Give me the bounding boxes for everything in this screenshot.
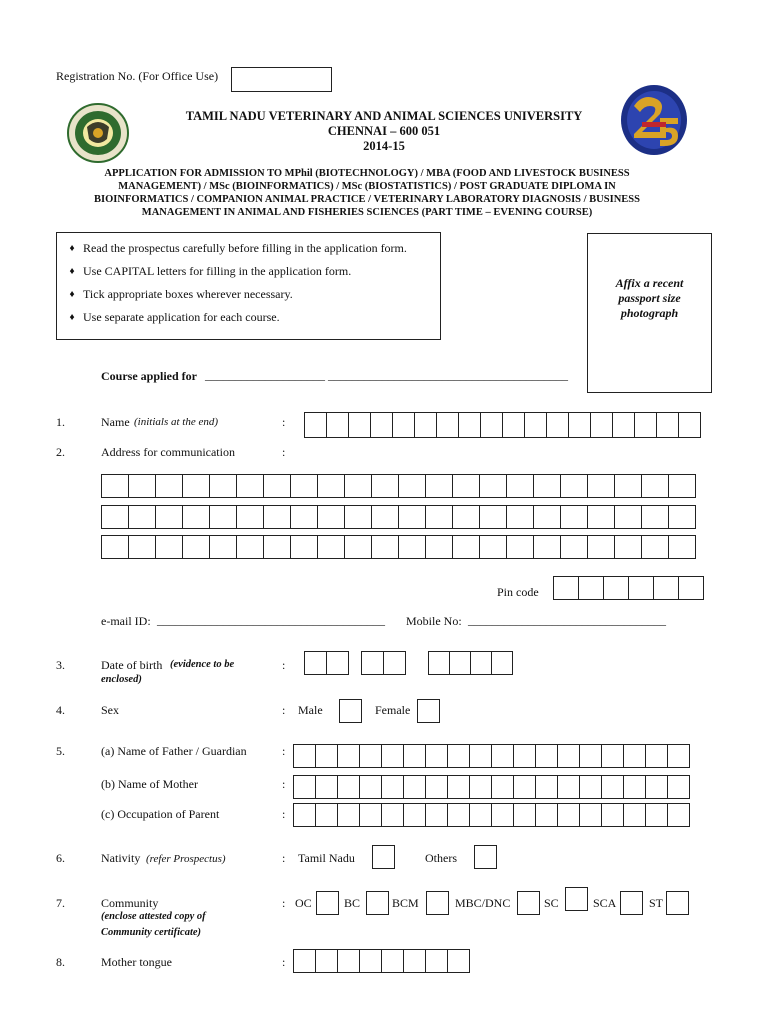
dob-hint: enclosed): [101, 674, 142, 685]
character-cell[interactable]: [317, 474, 345, 498]
colon: :: [282, 851, 286, 865]
character-cell[interactable]: [263, 505, 291, 529]
dob-hint: (evidence to be: [170, 659, 235, 670]
character-cell[interactable]: [348, 412, 371, 438]
character-cell[interactable]: [371, 505, 399, 529]
community-bc-label: BC: [344, 896, 361, 910]
character-cell[interactable]: [315, 803, 338, 827]
character-cell[interactable]: [370, 412, 393, 438]
character-cell[interactable]: [182, 505, 210, 529]
community-st-label: ST: [649, 896, 664, 910]
character-cell[interactable]: [479, 535, 507, 559]
address-line-2-cells[interactable]: [101, 505, 696, 529]
character-cell[interactable]: [614, 474, 642, 498]
character-cell[interactable]: [209, 474, 237, 498]
character-cell[interactable]: [491, 775, 514, 799]
character-cell[interactable]: [425, 803, 448, 827]
instruction-item: ♦ Read the prospectus carefully before filling in the application form.: [61, 237, 436, 260]
diamond-bullet-icon: ♦: [69, 289, 75, 300]
name-input-cells[interactable]: [304, 412, 701, 438]
character-cell[interactable]: [101, 505, 129, 529]
character-cell[interactable]: [579, 803, 602, 827]
character-cell[interactable]: [623, 744, 646, 768]
community-mbc-label: MBC/DNC: [455, 896, 511, 910]
character-cell[interactable]: [603, 576, 629, 600]
character-cell[interactable]: [506, 505, 534, 529]
character-cell[interactable]: [601, 803, 624, 827]
character-cell[interactable]: [449, 651, 471, 675]
character-cell[interactable]: [668, 505, 696, 529]
character-cell[interactable]: [398, 505, 426, 529]
sex-label: Sex: [101, 703, 119, 717]
character-cell[interactable]: [578, 576, 604, 600]
course-blank[interactable]: ____________________ ________________________________________: [205, 368, 568, 382]
character-cell[interactable]: [560, 535, 588, 559]
character-cell[interactable]: [425, 744, 448, 768]
university-name: TAMIL NADU VETERINARY AND ANIMAL SCIENCES UNIVERSITY: [185, 109, 583, 123]
application-title-line: MANAGEMENT) / MSc (BIOINFORMATICS) / MSc (BIOSTATISTICS) / POST GRADUATE DIPLOMA IN: [118, 181, 616, 192]
character-cell[interactable]: [668, 535, 696, 559]
character-cell[interactable]: [128, 474, 156, 498]
character-cell[interactable]: [557, 744, 580, 768]
character-cell[interactable]: [535, 803, 558, 827]
character-cell[interactable]: [587, 474, 615, 498]
registration-number-box[interactable]: [231, 67, 332, 92]
character-cell[interactable]: [452, 474, 480, 498]
character-cell[interactable]: [361, 651, 384, 675]
photo-instruction: Affix a recent passport size photograph: [615, 276, 684, 320]
character-cell[interactable]: [337, 949, 360, 973]
character-cell[interactable]: [290, 474, 318, 498]
nativity-others-label: Others: [425, 851, 457, 865]
character-cell[interactable]: [155, 505, 183, 529]
character-cell[interactable]: [209, 535, 237, 559]
father-name-label: (a) Name of Father / Guardian: [101, 744, 247, 758]
character-cell[interactable]: [337, 803, 360, 827]
character-cell[interactable]: [579, 744, 602, 768]
character-cell[interactable]: [678, 576, 704, 600]
mobile-blank[interactable]: _________________________________: [468, 613, 666, 627]
application-title-line: MANAGEMENT IN ANIMAL AND FISHERIES SCIENCES (PART TIME – EVENING COURSE): [141, 207, 593, 218]
character-cell[interactable]: [425, 474, 453, 498]
community-sca-label: SCA: [593, 896, 617, 910]
character-cell[interactable]: [479, 505, 507, 529]
instruction-item: ♦ Use CAPITAL letters for filling in the application form.: [61, 260, 436, 283]
character-cell[interactable]: [641, 505, 669, 529]
academic-year: 2014-15: [363, 139, 405, 153]
character-cell[interactable]: [656, 412, 679, 438]
character-cell[interactable]: [344, 535, 372, 559]
parent-occupation-cells[interactable]: [293, 803, 690, 827]
colon: :: [282, 896, 286, 910]
dob-month-cells[interactable]: [361, 651, 406, 675]
mother-name-label: (b) Name of Mother: [101, 777, 198, 791]
diamond-bullet-icon: ♦: [69, 312, 75, 323]
community-mbc-checkbox[interactable]: [517, 891, 540, 915]
character-cell[interactable]: [614, 535, 642, 559]
character-cell[interactable]: [587, 505, 615, 529]
name-hint: (initials at the end): [134, 416, 219, 428]
address-label: Address for communication: [101, 445, 235, 459]
character-cell[interactable]: [469, 775, 492, 799]
character-cell[interactable]: [533, 505, 561, 529]
colon: :: [282, 703, 286, 717]
character-cell[interactable]: [101, 535, 129, 559]
character-cell[interactable]: [579, 775, 602, 799]
field-number: 6.: [56, 851, 65, 865]
character-cell[interactable]: [425, 535, 453, 559]
field-number: 2.: [56, 445, 65, 459]
character-cell[interactable]: [398, 474, 426, 498]
registration-label: Registration No. (For Office Use): [56, 69, 219, 83]
sex-female-checkbox[interactable]: [417, 699, 440, 723]
mother-tongue-label: Mother tongue: [101, 955, 172, 969]
character-cell[interactable]: [668, 474, 696, 498]
email-blank[interactable]: ______________________________________: [157, 613, 385, 627]
mother-tongue-cells[interactable]: [293, 949, 470, 973]
character-cell[interactable]: [236, 505, 264, 529]
character-cell[interactable]: [447, 744, 470, 768]
email-label: e-mail ID:: [101, 614, 151, 628]
community-bcm-label: BCM: [392, 896, 419, 910]
character-cell[interactable]: [667, 775, 690, 799]
character-cell[interactable]: [645, 803, 668, 827]
colon: :: [282, 955, 286, 969]
character-cell[interactable]: [524, 412, 547, 438]
character-cell[interactable]: [290, 505, 318, 529]
colon: :: [282, 777, 286, 791]
character-cell[interactable]: [371, 535, 399, 559]
community-st-checkbox[interactable]: [666, 891, 689, 915]
character-cell[interactable]: [641, 474, 669, 498]
address-line-1-cells[interactable]: [101, 474, 696, 498]
character-cell[interactable]: [447, 803, 470, 827]
community-oc-checkbox[interactable]: [316, 891, 339, 915]
address-line-3-cells[interactable]: [101, 535, 696, 559]
character-cell[interactable]: [293, 744, 316, 768]
character-cell[interactable]: [469, 744, 492, 768]
character-cell[interactable]: [667, 803, 690, 827]
community-hint: (enclose attested copy of: [101, 911, 206, 922]
instruction-item: ♦ Tick appropriate boxes wherever necessary.: [61, 283, 436, 306]
character-cell[interactable]: [392, 412, 415, 438]
character-cell[interactable]: [568, 412, 591, 438]
character-cell[interactable]: [425, 505, 453, 529]
pin-code-cells[interactable]: [553, 576, 704, 600]
character-cell[interactable]: [645, 744, 668, 768]
character-cell[interactable]: [128, 535, 156, 559]
diamond-bullet-icon: ♦: [69, 266, 75, 277]
mother-name-cells[interactable]: [293, 775, 690, 799]
character-cell[interactable]: [359, 775, 382, 799]
community-sc-label: SC: [544, 896, 559, 910]
character-cell[interactable]: [403, 803, 426, 827]
community-sc-checkbox[interactable]: [565, 887, 588, 911]
character-cell[interactable]: [182, 474, 210, 498]
character-cell[interactable]: [403, 775, 426, 799]
community-label: Community: [101, 896, 159, 910]
character-cell[interactable]: [601, 744, 624, 768]
character-cell[interactable]: [236, 474, 264, 498]
character-cell[interactable]: [612, 412, 635, 438]
pin-code-label: Pin code: [497, 585, 539, 599]
dob-day-cells[interactable]: [304, 651, 349, 675]
character-cell[interactable]: [506, 474, 534, 498]
character-cell[interactable]: [506, 535, 534, 559]
character-cell[interactable]: [678, 412, 701, 438]
character-cell[interactable]: [398, 535, 426, 559]
character-cell[interactable]: [337, 744, 360, 768]
character-cell[interactable]: [290, 535, 318, 559]
character-cell[interactable]: [381, 775, 404, 799]
character-cell[interactable]: [293, 949, 316, 973]
colon: :: [282, 807, 286, 821]
character-cell[interactable]: [535, 775, 558, 799]
character-cell[interactable]: [293, 803, 316, 827]
parent-occupation-label: (c) Occupation of Parent: [101, 807, 220, 821]
nativity-tamil-nadu-checkbox[interactable]: [372, 845, 395, 869]
colon: :: [282, 415, 286, 429]
character-cell[interactable]: [371, 474, 399, 498]
character-cell[interactable]: [155, 474, 183, 498]
character-cell[interactable]: [326, 412, 349, 438]
nativity-label: Nativity: [101, 851, 141, 865]
nativity-hint: (refer Prospectus): [146, 853, 226, 865]
diamond-bullet-icon: ♦: [69, 243, 75, 254]
character-cell[interactable]: [628, 576, 654, 600]
character-cell[interactable]: [428, 651, 450, 675]
sex-male-label: Male: [298, 703, 323, 717]
course-label: Course applied for: [101, 369, 197, 383]
colon: :: [282, 658, 286, 672]
character-cell[interactable]: [546, 412, 569, 438]
character-cell[interactable]: [317, 535, 345, 559]
character-cell[interactable]: [315, 744, 338, 768]
community-bc-checkbox[interactable]: [366, 891, 389, 915]
character-cell[interactable]: [447, 949, 470, 973]
character-cell[interactable]: [414, 412, 437, 438]
character-cell[interactable]: [128, 505, 156, 529]
character-cell[interactable]: [452, 505, 480, 529]
character-cell[interactable]: [359, 949, 382, 973]
character-cell[interactable]: [381, 803, 404, 827]
character-cell[interactable]: [553, 576, 579, 600]
nativity-tamil-nadu-label: Tamil Nadu: [298, 851, 355, 865]
nativity-others-checkbox[interactable]: [474, 845, 497, 869]
character-cell[interactable]: [263, 535, 291, 559]
character-cell[interactable]: [491, 803, 514, 827]
character-cell[interactable]: [381, 744, 404, 768]
character-cell[interactable]: [645, 775, 668, 799]
character-cell[interactable]: [209, 505, 237, 529]
character-cell[interactable]: [458, 412, 481, 438]
character-cell[interactable]: [590, 412, 613, 438]
character-cell[interactable]: [479, 474, 507, 498]
character-cell[interactable]: [491, 744, 514, 768]
character-cell[interactable]: [469, 803, 492, 827]
community-bcm-checkbox[interactable]: [426, 891, 449, 915]
instruction-item: ♦ Use separate application for each course.: [61, 306, 436, 329]
character-cell[interactable]: [587, 535, 615, 559]
character-cell[interactable]: [403, 744, 426, 768]
character-cell[interactable]: [425, 949, 448, 973]
father-name-cells[interactable]: [293, 744, 690, 768]
sex-male-checkbox[interactable]: [339, 699, 362, 723]
character-cell[interactable]: [293, 775, 316, 799]
character-cell[interactable]: [317, 505, 345, 529]
community-hint: Community certificate): [101, 927, 202, 938]
character-cell[interactable]: [326, 651, 349, 675]
field-number: 4.: [56, 703, 65, 717]
character-cell[interactable]: [560, 505, 588, 529]
photo-box[interactable]: [587, 233, 712, 393]
character-cell[interactable]: [436, 412, 459, 438]
character-cell[interactable]: [344, 505, 372, 529]
character-cell[interactable]: [634, 412, 657, 438]
character-cell[interactable]: [601, 775, 624, 799]
character-cell[interactable]: [641, 535, 669, 559]
character-cell[interactable]: [315, 775, 338, 799]
character-cell[interactable]: [359, 744, 382, 768]
character-cell[interactable]: [263, 474, 291, 498]
character-cell[interactable]: [470, 651, 492, 675]
character-cell[interactable]: [425, 775, 448, 799]
colon: :: [282, 744, 286, 758]
character-cell[interactable]: [513, 744, 536, 768]
character-cell[interactable]: [557, 803, 580, 827]
sex-female-label: Female: [375, 703, 411, 717]
character-cell[interactable]: [304, 412, 327, 438]
character-cell[interactable]: [533, 474, 561, 498]
character-cell[interactable]: [653, 576, 679, 600]
dob-label: Date of birth: [101, 658, 163, 672]
character-cell[interactable]: [304, 651, 327, 675]
character-cell[interactable]: [623, 803, 646, 827]
character-cell[interactable]: [491, 651, 513, 675]
field-number: 3.: [56, 658, 65, 672]
instructions-box: [56, 232, 441, 340]
character-cell[interactable]: [513, 803, 536, 827]
character-cell[interactable]: [381, 949, 404, 973]
field-number: 7.: [56, 896, 65, 910]
character-cell[interactable]: [557, 775, 580, 799]
character-cell[interactable]: [452, 535, 480, 559]
application-title-line: BIOINFORMATICS / COMPANION ANIMAL PRACTICE / VETERINARY LABORATORY DIAGNOSIS / BUSINESS: [94, 194, 640, 205]
mobile-label: Mobile No:: [406, 614, 462, 628]
community-oc-label: OC: [295, 896, 312, 910]
character-cell[interactable]: [535, 744, 558, 768]
character-cell[interactable]: [513, 775, 536, 799]
character-cell[interactable]: [533, 535, 561, 559]
field-number: 1.: [56, 415, 65, 429]
character-cell[interactable]: [155, 535, 183, 559]
university-city: CHENNAI – 600 051: [327, 124, 441, 138]
character-cell[interactable]: [182, 535, 210, 559]
character-cell[interactable]: [403, 949, 426, 973]
character-cell[interactable]: [502, 412, 525, 438]
community-sca-checkbox[interactable]: [620, 891, 643, 915]
character-cell[interactable]: [383, 651, 406, 675]
field-number: 8.: [56, 955, 65, 969]
application-title-line: APPLICATION FOR ADMISSION TO MPhil (BIOTECHNOLOGY) / MBA (FOOD AND LIVESTOCK BUSINESS: [104, 168, 630, 179]
name-label: Name: [101, 415, 130, 429]
field-number: 5.: [56, 744, 65, 758]
character-cell[interactable]: [315, 949, 338, 973]
character-cell[interactable]: [359, 803, 382, 827]
character-cell[interactable]: [480, 412, 503, 438]
colon: :: [282, 445, 286, 459]
character-cell[interactable]: [623, 775, 646, 799]
character-cell[interactable]: [447, 775, 470, 799]
character-cell[interactable]: [614, 505, 642, 529]
dob-year-cells[interactable]: [428, 651, 513, 675]
character-cell[interactable]: [560, 474, 588, 498]
character-cell[interactable]: [337, 775, 360, 799]
character-cell[interactable]: [667, 744, 690, 768]
character-cell[interactable]: [101, 474, 129, 498]
character-cell[interactable]: [236, 535, 264, 559]
character-cell[interactable]: [344, 474, 372, 498]
